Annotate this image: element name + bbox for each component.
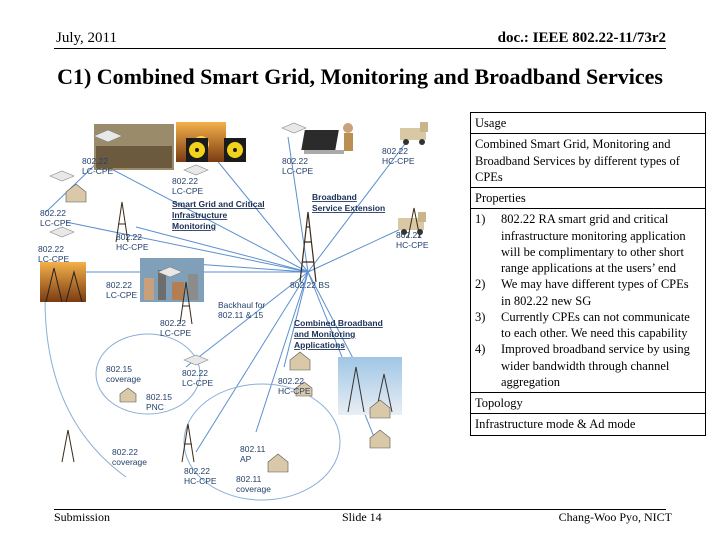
svg-text:and Monitoring: and Monitoring [294, 329, 356, 339]
laptop-user-icon [301, 123, 353, 154]
svg-text:802.22: 802.22 [172, 176, 198, 186]
label-lc-cpe-4 [40, 208, 72, 228]
svg-text:coverage: coverage [106, 374, 141, 384]
svg-text:802.22: 802.22 [282, 156, 308, 166]
properties-heading: Properties [471, 188, 706, 209]
usage-text: Combined Smart Grid, Monitoring and Broadband Services by different types of CPEs [471, 134, 706, 188]
header-date: July, 2011 [56, 30, 117, 46]
topology-heading: Topology [471, 393, 706, 414]
svg-text:HC-CPE: HC-CPE [278, 386, 311, 396]
network-diagram [36, 112, 468, 508]
svg-text:Combined Broadband: Combined Broadband [294, 318, 383, 328]
label-pnc [146, 392, 172, 412]
svg-text:802.15: 802.15 [146, 392, 172, 402]
svg-text:802.22: 802.22 [396, 230, 422, 240]
label-hc-cpe-3 [396, 230, 429, 250]
footer-submission: Submission [54, 510, 111, 524]
property-item: 1) 802.22 RA smart grid and critical infrastructure monitoring application will be complimentary to other short range applications at the users’ end [475, 212, 686, 275]
label-lc-cpe-8 [182, 368, 214, 388]
footer-slide-number: Slide 14 [342, 510, 382, 524]
svg-text:HC-CPE: HC-CPE [382, 156, 415, 166]
svg-text:802.22: 802.22 [40, 208, 66, 218]
label-lc-cpe-6 [106, 280, 138, 300]
label-hc-cpe-4 [278, 376, 311, 396]
label-wifi-coverage [236, 474, 271, 494]
svg-text:coverage: coverage [236, 484, 271, 494]
label-hc-cpe-5 [184, 466, 217, 486]
usage-heading: Usage [471, 113, 706, 134]
header-doc-number: doc.: IEEE 802.22-11/73r2 [497, 30, 666, 46]
svg-text:LC-CPE: LC-CPE [82, 166, 114, 176]
svg-text:802.22: 802.22 [116, 232, 142, 242]
svg-text:802.22: 802.22 [382, 146, 408, 156]
label-backhaul [218, 300, 265, 320]
svg-text:LC-CPE: LC-CPE [38, 254, 70, 264]
svg-text:Smart Grid and Critical: Smart Grid and Critical [172, 199, 265, 209]
svg-text:802.22: 802.22 [112, 447, 138, 457]
svg-text:802.11: 802.11 [240, 444, 266, 454]
svg-text:LC-CPE: LC-CPE [282, 166, 314, 176]
svg-text:Backhaul for: Backhaul for [218, 300, 266, 310]
svg-text:Broadband: Broadband [312, 192, 357, 202]
svg-text:HC-CPE: HC-CPE [184, 476, 217, 486]
header-rule [54, 48, 666, 49]
property-item: 2) We may have different types of CPEs in 802.22 new SG [475, 277, 689, 308]
topology-text: Infrastructure mode & Ad mode [471, 414, 706, 435]
svg-text:802.15: 802.15 [106, 364, 132, 374]
label-lc-cpe-2 [172, 176, 204, 196]
label-pnc-coverage [106, 364, 141, 384]
svg-text:Applications: Applications [294, 340, 346, 350]
property-item: 4) Improved broadband service by using wider bandwidth through channel aggregation [475, 342, 690, 389]
properties-list-cell [471, 209, 706, 393]
label-hc-cpe-2 [116, 232, 149, 252]
property-item: 3) Currently CPEs can not communicate to each other. We need this capability [475, 309, 690, 340]
svg-text:802.22: 802.22 [82, 156, 108, 166]
svg-text:LC-CPE: LC-CPE [40, 218, 72, 228]
svg-text:PNC: PNC [146, 402, 164, 412]
svg-text:802.11 & 15: 802.11 & 15 [218, 310, 264, 320]
svg-text:802.22: 802.22 [184, 466, 210, 476]
label-wran-coverage [112, 447, 147, 467]
label-broadband-ext [312, 192, 385, 213]
svg-text:802.22: 802.22 [160, 318, 186, 328]
svg-text:LC-CPE: LC-CPE [160, 328, 192, 338]
svg-text:802.22: 802.22 [106, 280, 132, 290]
svg-text:Monitoring: Monitoring [172, 221, 216, 231]
svg-text:AP: AP [240, 454, 252, 464]
label-lc-cpe-5 [38, 244, 70, 264]
label-ap [240, 444, 266, 464]
svg-text:LC-CPE: LC-CPE [182, 378, 214, 388]
utility-truck-icon-top [400, 122, 428, 145]
properties-list [475, 211, 701, 390]
label-lc-cpe-7 [160, 318, 192, 338]
slide-title: C1) Combined Smart Grid, Monitoring and Broadband Services [57, 64, 663, 89]
label-combined [294, 318, 383, 350]
svg-text:LC-CPE: LC-CPE [106, 290, 138, 300]
footer-author: Chang-Woo Pyo, NICT [558, 510, 672, 524]
svg-text:HC-CPE: HC-CPE [116, 242, 149, 252]
svg-text:Service Extension: Service Extension [312, 203, 386, 213]
svg-text:HC-CPE: HC-CPE [396, 240, 429, 250]
svg-text:802.22: 802.22 [38, 244, 64, 254]
info-table [470, 112, 706, 436]
photo-power-lines-blue [338, 357, 402, 415]
svg-text:802.22: 802.22 [182, 368, 208, 378]
label-bs: 802.22 BS [290, 280, 330, 290]
svg-text:coverage: coverage [112, 457, 147, 467]
svg-text:802.22: 802.22 [278, 376, 304, 386]
label-lc-cpe-3 [282, 156, 314, 176]
label-hc-cpe-1 [382, 146, 415, 166]
svg-text:Infrastructure: Infrastructure [172, 210, 228, 220]
svg-text:LC-CPE: LC-CPE [172, 186, 204, 196]
label-smart-grid [172, 199, 265, 231]
svg-text:802.11: 802.11 [236, 474, 262, 484]
